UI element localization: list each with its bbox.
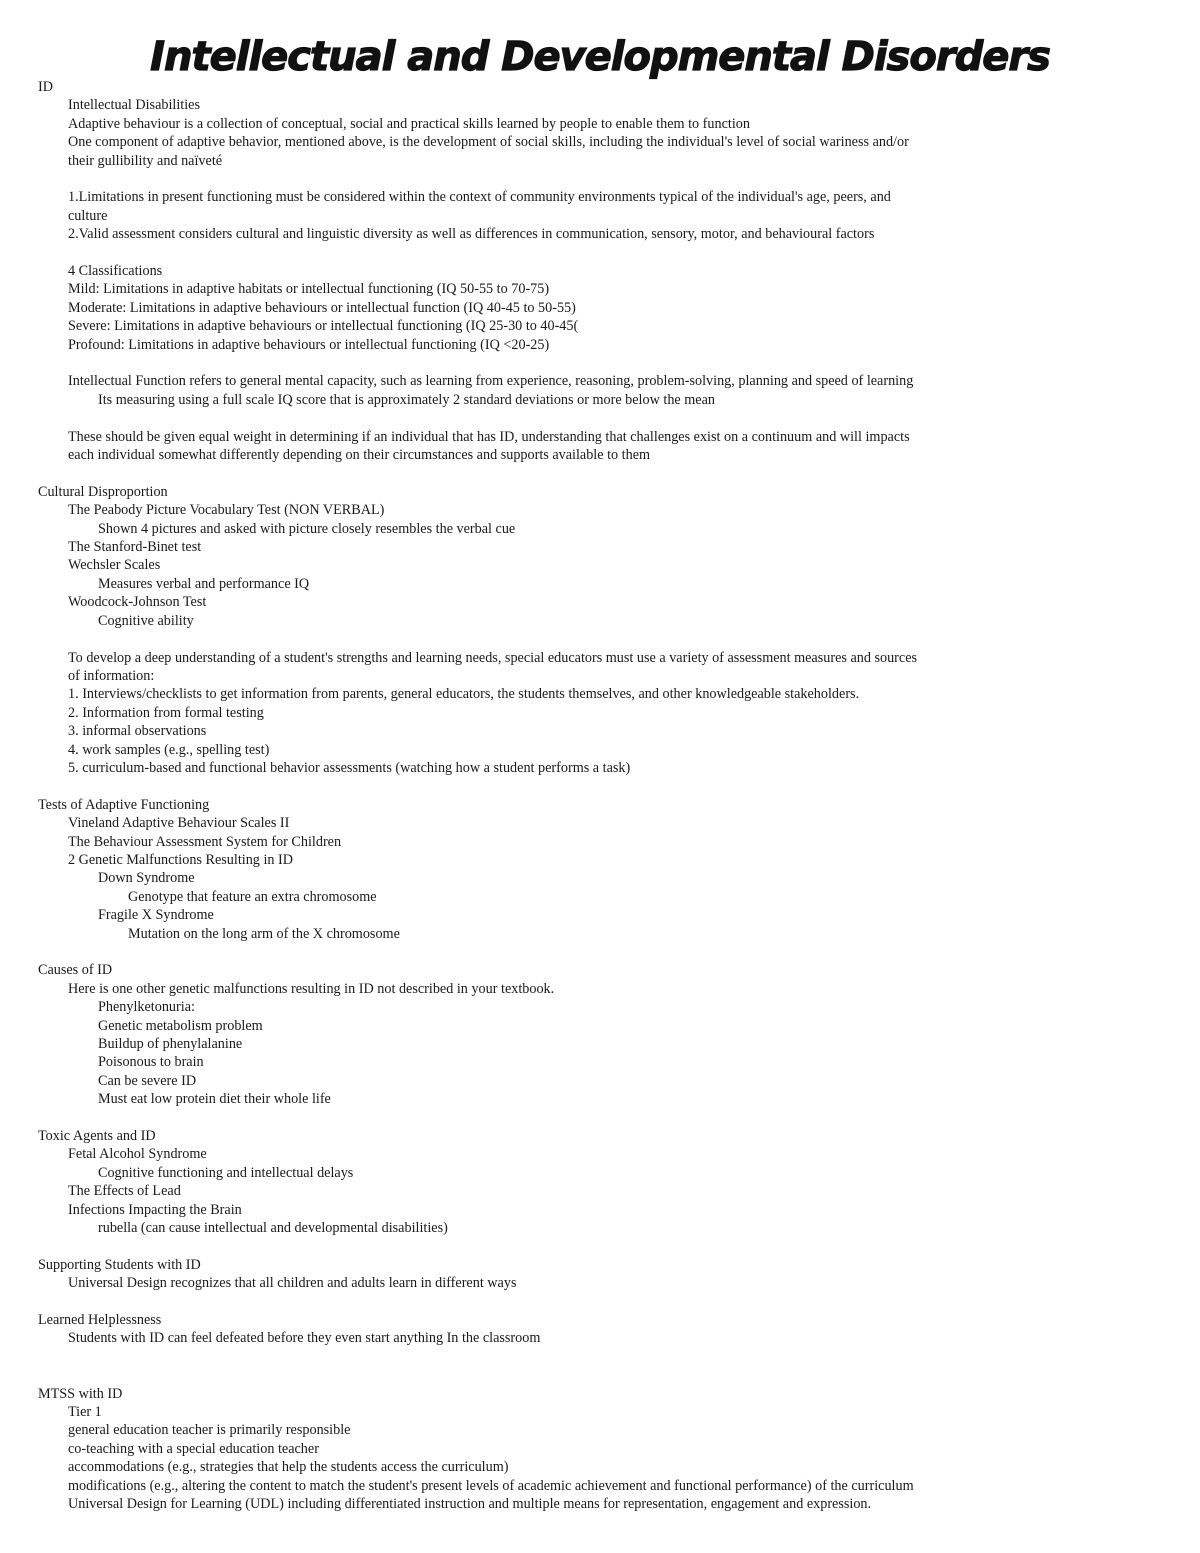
- subheading: Tier 1: [68, 1404, 102, 1421]
- section-heading: ID: [38, 79, 53, 95]
- text-line: These should be given equal weight in determining if an individual that has ID, understanding that challenges exist on a continuum and will impacts: [68, 428, 910, 445]
- text-line: Intellectual Function refers to general mental capacity, such as learning from experience, reasoning, problem-solving, planning and speed of learning: [68, 373, 914, 390]
- subheading: 4 Classifications: [68, 263, 163, 280]
- list-item: Buildup of phenylalanine: [98, 1036, 243, 1052]
- section-heading: Toxic Agents and ID: [38, 1128, 156, 1145]
- text-line: their gullibility and naïveté: [68, 152, 223, 169]
- list-item: The Peabody Picture Vocabulary Test (NON VERBAL): [68, 502, 385, 519]
- list-item: Mild: Limitations in adaptive habitats or intellectual functioning (IQ 50-55 to 70-75): [68, 281, 550, 298]
- text-line: Adaptive behaviour is a collection of conceptual, social and practical skills learned by people to enable them to function: [68, 115, 750, 132]
- section-heading: MTSS with ID: [38, 1385, 123, 1402]
- list-item: Fetal Alcohol Syndrome: [68, 1146, 207, 1163]
- list-item: Genotype that feature an extra chromosome: [128, 888, 377, 905]
- section-heading: Supporting Students with ID: [38, 1256, 201, 1273]
- text-line: One component of adaptive behavior, mentioned above, is the development of social skills, including the individual's level of social wariness and/or: [68, 134, 909, 151]
- text-line: To develop a deep understanding of a student's strengths and learning needs, special educators must use a variety of assessment measures and sources: [68, 649, 918, 666]
- list-item: Cognitive functioning and intellectual delays: [98, 1164, 354, 1181]
- text-line: of information:: [68, 667, 155, 684]
- list-item: Woodcock-Johnson Test: [68, 594, 207, 611]
- list-item: 4. work samples (e.g., spelling test): [68, 741, 270, 758]
- section-heading: Tests of Adaptive Functioning: [38, 796, 210, 813]
- section-heading: Causes of ID: [38, 962, 113, 979]
- text-line: culture: [68, 207, 108, 224]
- list-item: modifications (e.g., altering the content to match the student's present levels of academic achievement and functional performance) of the curriculum: [68, 1477, 914, 1494]
- text-line: Students with ID can feel defeated before they even start anything In the classroom: [68, 1330, 541, 1347]
- list-item: Infections Impacting the Brain: [68, 1201, 242, 1218]
- list-item: 2 Genetic Malfunctions Resulting in ID: [68, 851, 293, 868]
- list-item: 2. Information from formal testing: [68, 704, 264, 721]
- list-item: co-teaching with a special education teacher: [68, 1440, 319, 1457]
- list-item: The Behaviour Assessment System for Children: [68, 833, 342, 850]
- list-item: Can be severe ID: [98, 1072, 197, 1089]
- list-item: Cognitive ability: [98, 612, 194, 629]
- list-item: Profound: Limitations in adaptive behaviours or intellectual functioning (IQ <20-25): [68, 336, 550, 353]
- text-line: Its measuring using a full scale IQ score that is approximately 2 standard deviations or more below the mean: [98, 391, 715, 408]
- list-item: Wechsler Scales: [68, 557, 161, 574]
- document-title: Intellectual and Developmental Disorders: [150, 34, 1050, 80]
- list-item: Must eat low protein diet their whole life: [98, 1091, 331, 1108]
- subheading: Intellectual Disabilities: [68, 97, 200, 114]
- list-item: Mutation on the long arm of the X chromosome: [128, 925, 400, 942]
- list-item: Fragile X Syndrome: [98, 907, 214, 924]
- text-line: each individual somewhat differently depending on their circumstances and supports available to them: [68, 447, 651, 464]
- list-item: Universal Design for Learning (UDL) including differentiated instruction and multiple means for representation, engagement and expression.: [68, 1496, 872, 1513]
- list-item: Poisonous to brain: [98, 1054, 204, 1071]
- list-item: Genetic metabolism problem: [98, 1017, 263, 1034]
- list-item: 3. informal observations: [68, 723, 207, 740]
- list-item: Measures verbal and performance IQ: [98, 575, 310, 592]
- list-item: Shown 4 pictures and asked with picture closely resembles the verbal cue: [98, 520, 516, 537]
- text-line: Universal Design recognizes that all children and adults learn in different ways: [68, 1275, 517, 1292]
- list-item: Vineland Adaptive Behaviour Scales II: [68, 815, 290, 832]
- list-item: Phenylketonuria:: [98, 999, 195, 1016]
- section-heading: Cultural Disproportion: [38, 483, 168, 500]
- list-item: Moderate: Limitations in adaptive behaviours or intellectual function (IQ 40-45 to 50-55): [68, 299, 576, 316]
- text-line: 1.Limitations in present functioning must be considered within the context of community environments typical of the individual's age, peers, and: [68, 189, 891, 206]
- section-heading: Learned Helplessness: [38, 1312, 162, 1329]
- list-item: rubella (can cause intellectual and developmental disabilities): [98, 1220, 448, 1237]
- list-item: general education teacher is primarily responsible: [68, 1422, 351, 1439]
- list-item: The Effects of Lead: [68, 1183, 181, 1200]
- list-item: Down Syndrome: [98, 870, 195, 887]
- list-item: accommodations (e.g., strategies that help the students access the curriculum): [68, 1459, 509, 1476]
- list-item: 1. Interviews/checklists to get information from parents, general educators, the students themselves, and other knowledgeable stakeholders.: [68, 686, 860, 703]
- list-item: Severe: Limitations in adaptive behaviours or intellectual functioning (IQ 25-30 to 40-45(: [68, 318, 579, 335]
- text-line: Here is one other genetic malfunctions resulting in ID not described in your textbook.: [68, 980, 555, 997]
- text-line: 2.Valid assessment considers cultural and linguistic diversity as well as differences in communication, sensory, motor, and behavioural factors: [68, 226, 875, 243]
- list-item: 5. curriculum-based and functional behavior assessments (watching how a student performs a task): [68, 759, 631, 776]
- document-body: [38, 78, 1168, 1514]
- list-item: The Stanford-Binet test: [68, 539, 202, 556]
